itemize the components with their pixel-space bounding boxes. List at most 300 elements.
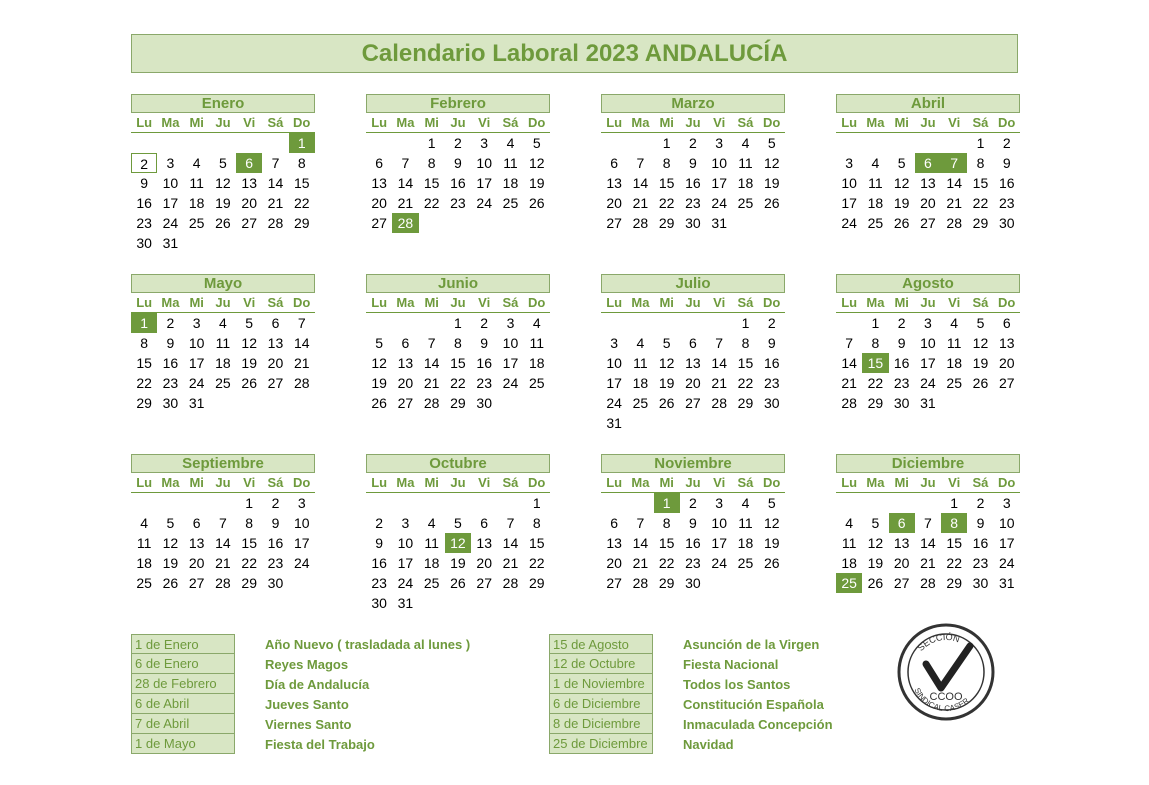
weekday-label: Sá (502, 295, 519, 310)
day: 18 (867, 195, 884, 211)
day: 17 (711, 175, 727, 191)
day: 5 (976, 315, 985, 331)
week-row (366, 493, 550, 513)
weekday-label: Do (998, 475, 1016, 490)
day: 26 (241, 375, 257, 391)
holiday-name: Todos los Santos (683, 676, 791, 692)
day: 13 (267, 335, 284, 351)
day: 16 (893, 355, 910, 371)
weekday-label: Ju (450, 115, 466, 130)
day: 7 (271, 155, 280, 171)
empty-day (706, 313, 732, 333)
day: 8 (741, 335, 750, 351)
day: 11 (215, 335, 231, 351)
weekday-label: Ma (396, 295, 415, 310)
month-header: Abril (836, 94, 1020, 113)
day: 27 (606, 575, 622, 591)
day: 8 (662, 515, 671, 531)
weekday-label: Ma (161, 295, 180, 310)
weekday-header-row (601, 113, 785, 133)
weekday-label: Mi (659, 115, 674, 130)
day: 25 (946, 375, 962, 391)
day: 2 (454, 135, 462, 151)
day: 25 (632, 395, 649, 411)
day: 15 (737, 355, 754, 371)
weekday-label: Ju (685, 295, 701, 310)
day: 10 (162, 175, 179, 191)
day: 25 (737, 195, 754, 211)
empty-day (654, 313, 680, 333)
day: 24 (711, 195, 727, 211)
day: 8 (532, 515, 541, 531)
month-header: Agosto (836, 274, 1020, 293)
day: 18 (528, 355, 545, 371)
week-row (131, 573, 315, 593)
day: 26 (371, 395, 387, 411)
holiday-list-row (549, 714, 833, 734)
day: 5 (454, 515, 462, 531)
week-row (601, 133, 785, 153)
weekday-label: Ma (866, 475, 885, 490)
day: 10 (920, 335, 936, 351)
week-row (601, 313, 785, 333)
empty-day (392, 493, 418, 513)
day: 2 (166, 315, 175, 331)
empty-day (392, 313, 418, 333)
day: 9 (271, 515, 280, 531)
day: 22 (241, 555, 257, 571)
weekday-label: Sá (502, 115, 519, 130)
weekday-label: Vi (478, 475, 491, 490)
day: 7 (401, 155, 410, 171)
weekday-label: Mi (894, 115, 909, 130)
day: 26 (528, 195, 545, 211)
day: 8 (662, 155, 671, 171)
weekday-label: Ma (866, 295, 885, 310)
page-title: Calendario Laboral 2023 ANDALUCÍA (131, 34, 1018, 73)
day: 8 (871, 335, 880, 351)
week-row (601, 553, 785, 573)
week-row (836, 333, 1020, 353)
weekday-header-row (131, 293, 315, 313)
day: 4 (871, 155, 880, 171)
month-header: Septiembre (131, 454, 315, 473)
day: 3 (192, 315, 201, 331)
month-header: Febrero (366, 94, 550, 113)
empty-day (236, 133, 262, 153)
day: 27 (188, 575, 205, 591)
day: 24 (711, 555, 727, 571)
day: 30 (476, 395, 492, 411)
day: 2 (375, 515, 384, 531)
day: 8 (427, 155, 436, 171)
day: 18 (632, 375, 649, 391)
holiday-day: 6 (915, 153, 941, 173)
day: 18 (502, 175, 519, 191)
empty-day (157, 133, 183, 153)
day: 24 (162, 215, 179, 231)
day: 22 (423, 195, 440, 211)
week-row (131, 533, 315, 553)
day: 24 (188, 375, 205, 391)
day: 29 (737, 395, 754, 411)
week-row (131, 513, 315, 533)
day: 13 (606, 535, 622, 551)
empty-day (184, 133, 210, 153)
weekday-label: Mi (894, 295, 909, 310)
holiday-date: 1 de Enero (131, 634, 235, 654)
day: 21 (502, 555, 519, 571)
holiday-day: 8 (941, 513, 967, 533)
day: 3 (506, 315, 515, 331)
empty-day (497, 493, 523, 513)
day: 4 (427, 515, 436, 531)
weekday-label: Sá (972, 295, 989, 310)
day: 21 (423, 375, 440, 391)
weekday-label: Vi (948, 475, 961, 490)
day: 23 (893, 375, 910, 391)
day: 14 (632, 175, 649, 191)
day: 26 (450, 575, 466, 591)
day: 16 (371, 555, 387, 571)
day: 2 (976, 495, 985, 511)
week-row (131, 373, 315, 393)
day: 8 (454, 335, 462, 351)
day: 6 (192, 515, 201, 531)
empty-day (601, 313, 627, 333)
weekday-header-row (131, 113, 315, 133)
day: 22 (972, 195, 989, 211)
empty-day (889, 133, 915, 153)
weekday-label: Mi (424, 295, 439, 310)
day: 10 (711, 155, 727, 171)
day: 14 (423, 355, 440, 371)
week-row (836, 513, 1020, 533)
day: 19 (450, 555, 466, 571)
day: 9 (897, 335, 906, 351)
week-row (131, 493, 315, 513)
holiday-date: 28 de Febrero (131, 674, 235, 694)
holiday-list-left (131, 634, 470, 754)
day: 21 (267, 195, 284, 211)
weekday-label: Lu (371, 475, 388, 490)
month-header: Noviembre (601, 454, 785, 473)
day: 3 (610, 335, 619, 351)
holiday-name: Jueves Santo (265, 696, 349, 712)
day: 27 (893, 575, 910, 591)
empty-day (862, 133, 888, 153)
day: 28 (711, 395, 727, 411)
day: 14 (946, 175, 962, 191)
day: 19 (215, 195, 231, 211)
weekday-label: Vi (713, 295, 726, 310)
day: 5 (897, 155, 906, 171)
day: 17 (502, 355, 519, 371)
day: 5 (871, 515, 880, 531)
day: 17 (397, 555, 414, 571)
day: 30 (136, 235, 152, 251)
holiday-day: 1 (654, 493, 680, 513)
day: 21 (841, 375, 857, 391)
day: 7 (636, 155, 645, 171)
day: 11 (189, 175, 204, 191)
day: 7 (845, 335, 854, 351)
day: 7 (636, 515, 645, 531)
empty-day (627, 313, 653, 333)
day: 7 (924, 515, 932, 531)
week-row (366, 153, 550, 173)
day: 18 (136, 555, 152, 571)
day: 7 (506, 515, 515, 531)
week-row (366, 573, 550, 593)
day: 23 (450, 195, 466, 211)
day: 3 (1002, 495, 1011, 511)
week-row (601, 353, 785, 373)
weekday-header-row (601, 473, 785, 493)
day: 17 (920, 355, 936, 371)
day: 1 (245, 495, 254, 511)
week-row (366, 133, 550, 153)
day: 12 (371, 355, 387, 371)
empty-day (419, 493, 445, 513)
day: 15 (658, 535, 675, 551)
holiday-date: 6 de Enero (131, 654, 235, 674)
month-julio (601, 274, 785, 433)
day: 29 (867, 395, 884, 411)
day: 3 (166, 155, 175, 171)
week-row (601, 213, 785, 233)
weekday-label: Do (998, 295, 1016, 310)
day: 22 (867, 375, 884, 391)
week-row (366, 333, 550, 353)
weekday-label: Lu (841, 115, 858, 130)
day: 9 (140, 175, 149, 191)
day: 28 (841, 395, 857, 411)
day: 2 (689, 135, 697, 151)
day: 3 (715, 135, 724, 151)
empty-day (445, 493, 471, 513)
day: 23 (685, 555, 701, 571)
day: 21 (397, 195, 414, 211)
day: 2 (1002, 135, 1011, 151)
day: 15 (450, 355, 466, 371)
weekday-label: Ju (920, 115, 936, 130)
weekday-label: Ma (396, 115, 415, 130)
weekday-label: Lu (371, 115, 388, 130)
day: 18 (188, 195, 205, 211)
holiday-list-row (131, 734, 470, 754)
day: 30 (162, 395, 179, 411)
day: 8 (297, 155, 306, 171)
day: 31 (606, 415, 622, 431)
month-abril (836, 94, 1020, 233)
weekday-label: Mi (659, 295, 674, 310)
holiday-name: Constitución Española (683, 696, 824, 712)
day: 5 (767, 135, 776, 151)
weekday-label: Ma (161, 475, 180, 490)
weekday-label: Sá (737, 115, 754, 130)
day: 13 (685, 355, 701, 371)
weekday-label: Do (998, 115, 1016, 130)
week-row (836, 213, 1020, 233)
day: 28 (267, 215, 284, 231)
day: 19 (972, 355, 989, 371)
week-row (601, 513, 785, 533)
day: 10 (998, 515, 1015, 531)
day: 21 (632, 195, 649, 211)
day: 12 (763, 155, 780, 171)
empty-day (680, 313, 706, 333)
day: 2 (897, 315, 906, 331)
day: 18 (215, 355, 231, 371)
day: 26 (893, 215, 910, 231)
day: 26 (763, 195, 780, 211)
empty-day (915, 133, 941, 153)
weekday-header-row (836, 113, 1020, 133)
weekday-label: Do (528, 115, 546, 130)
day: 28 (632, 215, 649, 231)
day: 9 (166, 335, 175, 351)
weekday-label: Lu (841, 295, 858, 310)
day: 8 (140, 335, 149, 351)
day: 28 (920, 575, 936, 591)
holiday-date: 1 de Mayo (131, 734, 235, 754)
day: 30 (685, 575, 701, 591)
day: 17 (188, 355, 205, 371)
day: 4 (219, 315, 227, 331)
weekday-label: Lu (136, 295, 153, 310)
empty-day (157, 493, 183, 513)
day: 20 (241, 195, 257, 211)
day: 22 (528, 555, 545, 571)
day: 3 (845, 155, 854, 171)
day: 31 (998, 575, 1015, 591)
week-row (601, 493, 785, 513)
weekday-label: Vi (243, 475, 256, 490)
day: 19 (867, 555, 884, 571)
day: 25 (215, 375, 231, 391)
week-row (836, 313, 1020, 333)
day: 16 (267, 535, 284, 551)
weekday-label: Do (293, 475, 311, 490)
day: 30 (267, 575, 284, 591)
weekday-label: Ju (450, 475, 466, 490)
day: 6 (1002, 315, 1011, 331)
day: 9 (1002, 155, 1011, 171)
weekday-label: Vi (478, 115, 491, 130)
day: 27 (267, 375, 284, 391)
week-row (131, 153, 315, 173)
day: 6 (480, 515, 489, 531)
empty-day (915, 493, 941, 513)
day: 4 (741, 135, 750, 151)
week-row (131, 233, 315, 253)
week-row (601, 373, 785, 393)
day: 4 (741, 495, 750, 511)
week-row (601, 393, 785, 413)
weekday-label: Sá (972, 475, 989, 490)
day: 9 (976, 515, 985, 531)
weekday-label: Lu (136, 475, 153, 490)
day: 10 (397, 535, 414, 551)
day: 19 (763, 175, 780, 191)
day: 13 (371, 175, 387, 191)
weekday-label: Lu (371, 295, 388, 310)
weekday-label: Mi (659, 475, 674, 490)
day: 22 (136, 375, 152, 391)
day: 12 (162, 535, 179, 551)
holiday-name: Fiesta del Trabajo (265, 736, 375, 752)
week-row (131, 173, 315, 193)
day: 8 (976, 155, 985, 171)
day: 17 (841, 195, 857, 211)
weekday-label: Vi (948, 295, 961, 310)
day: 12 (972, 335, 989, 351)
day: 13 (920, 175, 936, 191)
week-row (601, 333, 785, 353)
week-row (366, 173, 550, 193)
weekday-label: Mi (189, 115, 204, 130)
day: 21 (711, 375, 727, 391)
day: 11 (529, 335, 544, 351)
day: 18 (423, 555, 440, 571)
week-row (836, 573, 1020, 593)
holiday-list-row (131, 654, 470, 674)
day: 25 (136, 575, 152, 591)
empty-day (210, 493, 236, 513)
week-row (366, 373, 550, 393)
day: 1 (976, 135, 985, 151)
day: 15 (241, 535, 257, 551)
day: 16 (763, 355, 780, 371)
weekday-label: Do (763, 295, 781, 310)
day: 4 (845, 515, 854, 531)
week-row (836, 493, 1020, 513)
day: 6 (401, 335, 410, 351)
day: 8 (245, 515, 254, 531)
weekday-label: Ju (215, 115, 231, 130)
week-row (366, 593, 550, 613)
weekday-label: Vi (478, 295, 491, 310)
weekday-label: Ju (215, 295, 231, 310)
weekday-header-row (366, 293, 550, 313)
day: 11 (738, 515, 753, 531)
weekday-label: Lu (841, 475, 858, 490)
weekday-label: Vi (243, 115, 256, 130)
day: 20 (893, 555, 910, 571)
empty-day (262, 133, 288, 153)
empty-day (366, 493, 392, 513)
day: 14 (397, 175, 414, 191)
holiday-day: 1 (289, 133, 315, 153)
weekday-label: Ma (161, 115, 180, 130)
day: 4 (140, 515, 149, 531)
day: 11 (868, 175, 883, 191)
weekday-label: Mi (424, 475, 439, 490)
day: 22 (946, 555, 962, 571)
day: 22 (293, 195, 310, 211)
day: 15 (293, 175, 310, 191)
day: 25 (528, 375, 545, 391)
weekday-header-row (836, 293, 1020, 313)
day: 11 (424, 535, 439, 551)
day: 19 (528, 175, 545, 191)
day: 27 (998, 375, 1015, 391)
day: 23 (162, 375, 179, 391)
holiday-date: 6 de Abril (131, 694, 235, 714)
weekday-label: Do (293, 115, 311, 130)
day: 15 (972, 175, 989, 191)
